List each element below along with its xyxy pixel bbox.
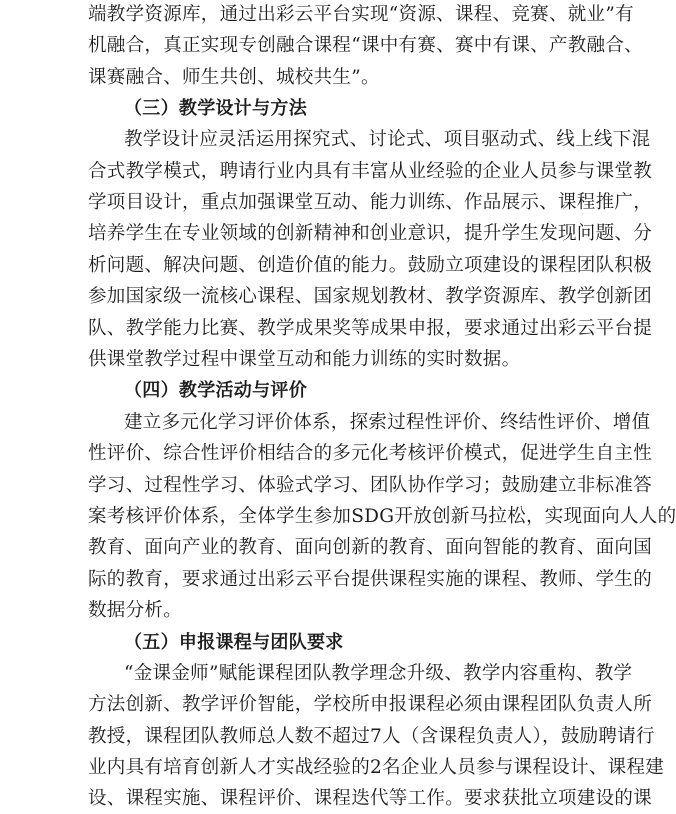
body-text-line: 端教学资源库，通过出彩云平台实现“资源、课程、竞赛、就业”有 [88,4,634,25]
body-text-line: 队、教学能力比赛、教学成果奖等成果申报，要求通过出彩云平台提 [88,318,653,339]
paragraph-first-line: 建立多元化学习评价体系，探索过程性评价、终结性评价、增值 [124,412,651,433]
section-heading-five: （五）申报课程与团队要求 [124,632,344,653]
body-text-line: 培养学生在专业领域的创新精神和创业意识，提升学生发现问题、分 [88,223,653,244]
paragraph-first-line: 教学设计应灵活运用探究式、讨论式、项目驱动式、线上线下混 [124,129,651,150]
paragraph-first-line: “金课金师”赋能课程团队教学理念升级、教学内容重构、教学 [124,663,633,684]
body-text-line: 机融合，真正实现专创融合课程“课中有赛、赛中有课、产教融合、 [88,35,643,56]
body-text-line: 供课堂教学过程中课堂互动和能力训练的实时数据。 [88,349,521,370]
body-text-line: 性评价、综合性评价相结合的多元化考核评价模式，促进学生自主性 [88,443,653,464]
body-text-line: 课赛融合、师生共创、城校共生”。 [88,67,380,88]
body-text-line: 教育、面向产业的教育、面向创新的教育、面向智能的教育、面向国 [88,537,653,558]
body-text-line: 学项目设计，重点加强课堂互动、能力训练、作品展示、课程推广， [88,192,653,213]
body-text-line: 案考核评价体系，全体学生参加SDG开放创新马拉松，实现面向人人的 [88,506,676,527]
body-text-line: 际的教育，要求通过出彩云平台提供课程实施的课程、教师、学生的 [88,569,653,590]
body-text-line: 数据分析。 [88,600,183,621]
body-text-line: 学习、过程性学习、体验式学习、团队协作学习；鼓励建立非标准答 [88,475,653,496]
body-text-line: 参加国家级一流核心课程、国家规划教材、教学资源库、教学创新团 [88,286,653,307]
body-text-line: 教授，课程团队教师总人数不超过7人（含课程负责人），鼓励聘请行 [88,726,655,747]
body-text-line: 方法创新、教学评价智能，学校所申报课程必须由课程团队负责人所 [88,694,653,715]
body-text-line: 析问题、解决问题、创造价值的能力。鼓励立项建设的课程团队积极 [88,255,653,276]
section-heading-four: （四）教学活动与评价 [124,380,307,401]
body-text-line: 设、课程实施、课程评价、课程迭代等工作。要求获批立项建设的课 [88,788,653,809]
body-text-line: 业内具有培育创新人才实战经验的2名企业人员参与课程设计、课程建 [88,757,665,778]
body-text-line: 合式教学模式，聘请行业内具有丰富从业经验的企业人员参与课堂教 [88,161,653,182]
section-heading-three: （三）教学设计与方法 [124,98,307,119]
